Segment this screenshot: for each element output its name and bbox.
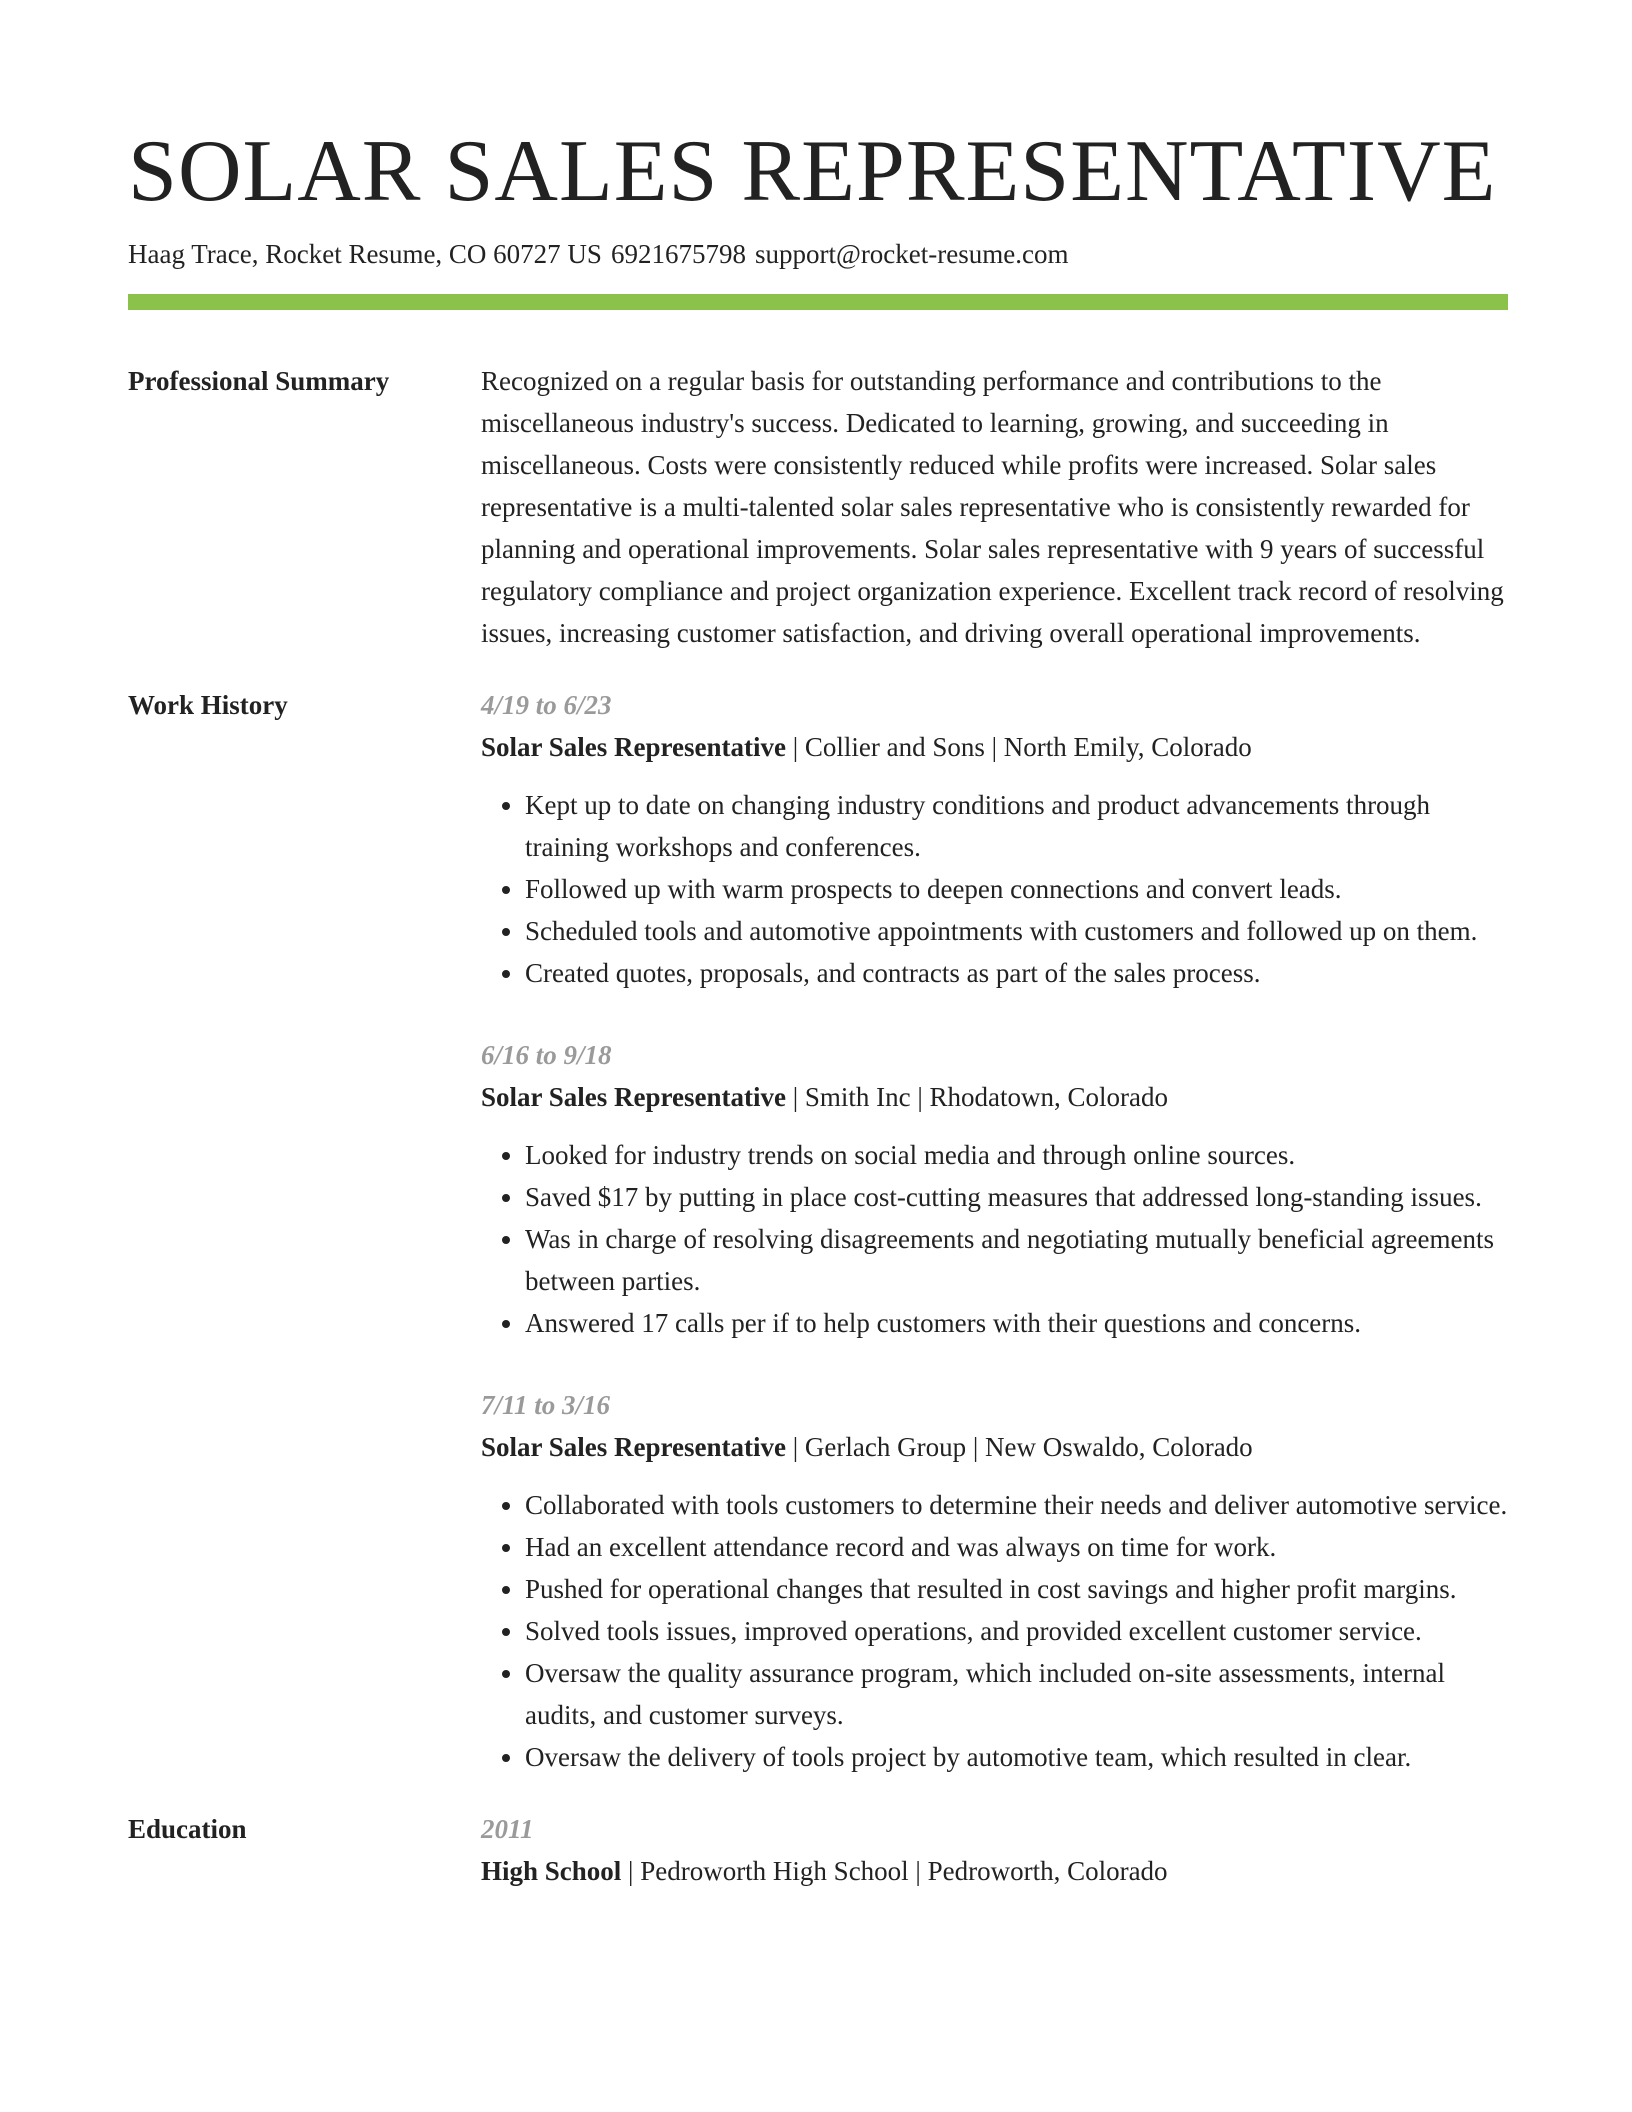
section-label-education: Education <box>128 1814 247 1844</box>
job-bullet: • Created quotes, proposals, and contracts as part of the sales process. <box>525 952 1508 994</box>
education-degree: High School <box>481 1856 622 1886</box>
job-bullets <box>481 1484 1508 1778</box>
job-bullet: • Scheduled tools and automotive appointments with customers and followed up on them. <box>525 910 1508 952</box>
job-dates: 7/11 to 3/16 <box>481 1390 611 1420</box>
job-details: | Collier and Sons | North Emily, Colorado <box>785 732 1252 762</box>
contact-line <box>128 234 1508 274</box>
job-bullet: • Pushed for operational changes that resulted in cost savings and higher profit margins. <box>525 1568 1508 1610</box>
education-section <box>128 1808 1508 1892</box>
work-history-body <box>481 684 1508 1778</box>
education-details: | Pedroworth High School | Pedroworth, Colorado <box>621 1856 1168 1886</box>
job-bullet: • Had an excellent attendance record and was always on time for work. <box>525 1526 1508 1568</box>
resume-page <box>128 118 1508 1892</box>
job-bullets <box>481 784 1508 994</box>
job-heading <box>481 1076 1508 1118</box>
resume-title: SOLAR SALES REPRESENTATIVE <box>128 123 1497 220</box>
job-bullet: • Answered 17 calls per if to help customers with their questions and concerns. <box>525 1302 1508 1344</box>
education-year: 2011 <box>481 1814 534 1844</box>
job-bullet: • Solved tools issues, improved operations, and provided excellent customer service. <box>525 1610 1508 1652</box>
job-bullet: • Was in charge of resolving disagreements and negotiating mutually beneficial agreements between parties. <box>525 1218 1508 1302</box>
job-heading <box>481 726 1508 768</box>
contact-phone: 6921675798 <box>610 239 746 269</box>
job-details: | Gerlach Group | New Oswaldo, Colorado <box>785 1432 1253 1462</box>
job-entry <box>481 1034 1508 1344</box>
contact-email: support@rocket-resume.com <box>754 239 1069 269</box>
education-body <box>481 1808 1508 1892</box>
job-bullet: • Saved $17 by putting in place cost-cutting measures that addressed long-standing issues. <box>525 1176 1508 1218</box>
summary-section <box>128 360 1508 654</box>
section-label-summary: Professional Summary <box>128 366 390 396</box>
job-bullet: • Oversaw the delivery of tools project by automotive team, which resulted in clear. <box>525 1736 1508 1778</box>
contact-address: Haag Trace, Rocket Resume, CO 60727 US <box>128 239 602 269</box>
job-title: Solar Sales Representative <box>481 1432 786 1462</box>
header-divider <box>128 294 1508 310</box>
job-bullet: • Looked for industry trends on social media and through online sources. <box>525 1134 1508 1176</box>
summary-body <box>481 360 1508 654</box>
job-entry <box>481 1384 1508 1778</box>
job-dates: 4/19 to 6/23 <box>481 690 612 720</box>
job-bullet: • Collaborated with tools customers to determine their needs and deliver automotive service. <box>525 1484 1508 1526</box>
job-bullet: • Kept up to date on changing industry conditions and product advancements through training workshops and conferences. <box>525 784 1508 868</box>
job-bullets <box>481 1134 1508 1344</box>
section-label-work-history: Work History <box>128 690 288 720</box>
job-bullet: • Oversaw the quality assurance program, which included on-site assessments, internal audits, and customer surveys. <box>525 1652 1508 1736</box>
education-heading <box>481 1850 1508 1892</box>
job-dates: 6/16 to 9/18 <box>481 1040 612 1070</box>
job-heading <box>481 1426 1508 1468</box>
job-title: Solar Sales Representative <box>481 1082 786 1112</box>
summary-text: Recognized on a regular basis for outstanding performance and contributions to the miscellaneous industry's success. Dedicated to learning, growing, and succeeding in miscellaneous. Costs were consistently reduced while profits were increased. Solar sales representative is a multi-talented solar sales representative who is consistently rewarded for planning and operational improvements. Solar sales representative with 9 years of successful regulatory compliance and project organization experience. Excellent track record of resolving issues, increasing customer satisfaction, and driving overall operational improvements. <box>481 366 1504 648</box>
job-bullet: • Followed up with warm prospects to deepen connections and convert leads. <box>525 868 1508 910</box>
job-details: | Smith Inc | Rhodatown, Colorado <box>785 1082 1169 1112</box>
job-title: Solar Sales Representative <box>481 732 786 762</box>
job-entry <box>481 684 1508 994</box>
work-history-section <box>128 684 1508 1778</box>
